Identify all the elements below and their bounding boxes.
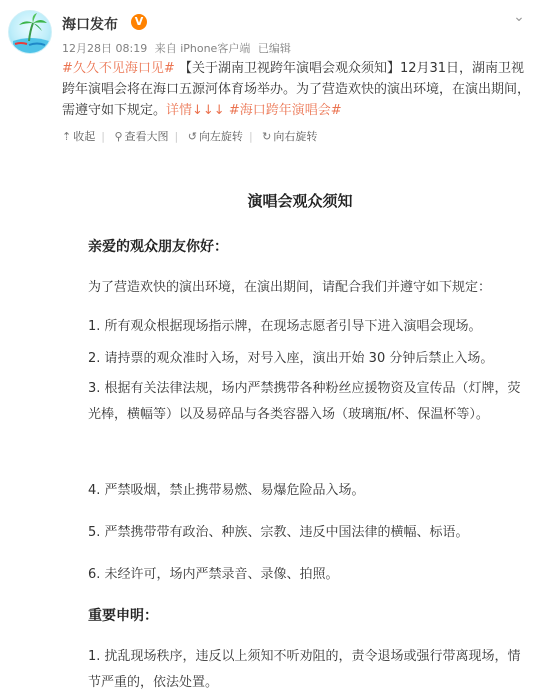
statement-heading: 重要申明：: [88, 608, 158, 624]
notice-image[interactable]: [62, 150, 538, 700]
topic-tag[interactable]: #久久不见海口见#: [62, 61, 175, 76]
notice-item: 5. 严禁携带带有政治、种族、宗教、违反中国法律的横幅、标语。: [88, 525, 469, 540]
post-content: [62, 58, 530, 121]
post-text: 【关于湖南卫视跨年演唱会观众须知】12月31日，湖南卫视跨年演唱会将在海口五源河体育场举办。为了营造欢快的演出环境，在演出期间，需遵守如下规定。: [62, 61, 531, 118]
rotate-right-button[interactable]: ↻ 向右旋转: [262, 130, 318, 143]
notice-item: 6. 未经许可，场内严禁录音、录像、拍照。: [88, 567, 339, 582]
notice-item: 3. 根据有关法律法规，场内严禁携带各种粉丝应援物资及宣传品（灯牌，荧光棒，横幅等）以及易碎品与各类容器入场（玻璃瓶/杯、保温杯等）。: [88, 381, 521, 422]
search-icon: ⚲: [114, 130, 123, 143]
post-source[interactable]: 来自 iPhone客户端: [154, 42, 251, 55]
verified-badge-icon: V: [131, 14, 147, 30]
notice-item: 2. 请持票的观众准时入场，对号入座，演出开始 30 分钟后禁止入场。: [88, 351, 494, 366]
notice-item: 4. 严禁吸烟，禁止携带易燃、易爆危险品入场。: [88, 483, 365, 498]
details-link[interactable]: 详情↓↓↓: [166, 103, 225, 118]
chevron-down-icon[interactable]: ⌄: [513, 9, 525, 25]
statement-item: 1. 扰乱现场秩序，违反以上须知不听劝阻的，责令退场或强行带离现场，情节严重的，依法处置。: [88, 649, 521, 690]
post-meta: [62, 40, 295, 56]
notice-greeting: 亲爱的观众朋友你好：: [88, 239, 228, 255]
arrow-up-icon: ⇡: [62, 130, 72, 143]
notice-item: 1. 所有观众根据现场指示牌，在现场志愿者引导下进入演唱会现场。: [88, 319, 482, 334]
rotate-left-button[interactable]: ↺ 向左旋转: [187, 130, 243, 143]
account-avatar[interactable]: [8, 10, 52, 54]
collapse-button[interactable]: ⇡ 收起: [62, 130, 96, 143]
rotate-left-icon: ↺: [187, 130, 197, 143]
palm-tree-logo-icon: [9, 11, 52, 54]
notice-intro: 为了营造欢快的演出环境，在演出期间，请配合我们并遵守如下规定：: [88, 280, 492, 295]
image-toolbar: ⇡ 收起 | ⚲ 查看大图 | ↺ 向左旋转 | ↻ 向右旋转: [62, 130, 318, 143]
rotate-right-icon: ↻: [262, 130, 272, 143]
topic-tag-2[interactable]: #海口跨年演唱会#: [228, 103, 342, 118]
post-time[interactable]: 12月28日 08:19: [62, 42, 148, 55]
edited-label[interactable]: 已编辑: [257, 42, 291, 55]
notice-title: 演唱会观众须知: [247, 192, 353, 210]
account-name[interactable]: 海口发布: [62, 17, 118, 33]
view-large-button[interactable]: ⚲ 查看大图: [114, 130, 169, 143]
